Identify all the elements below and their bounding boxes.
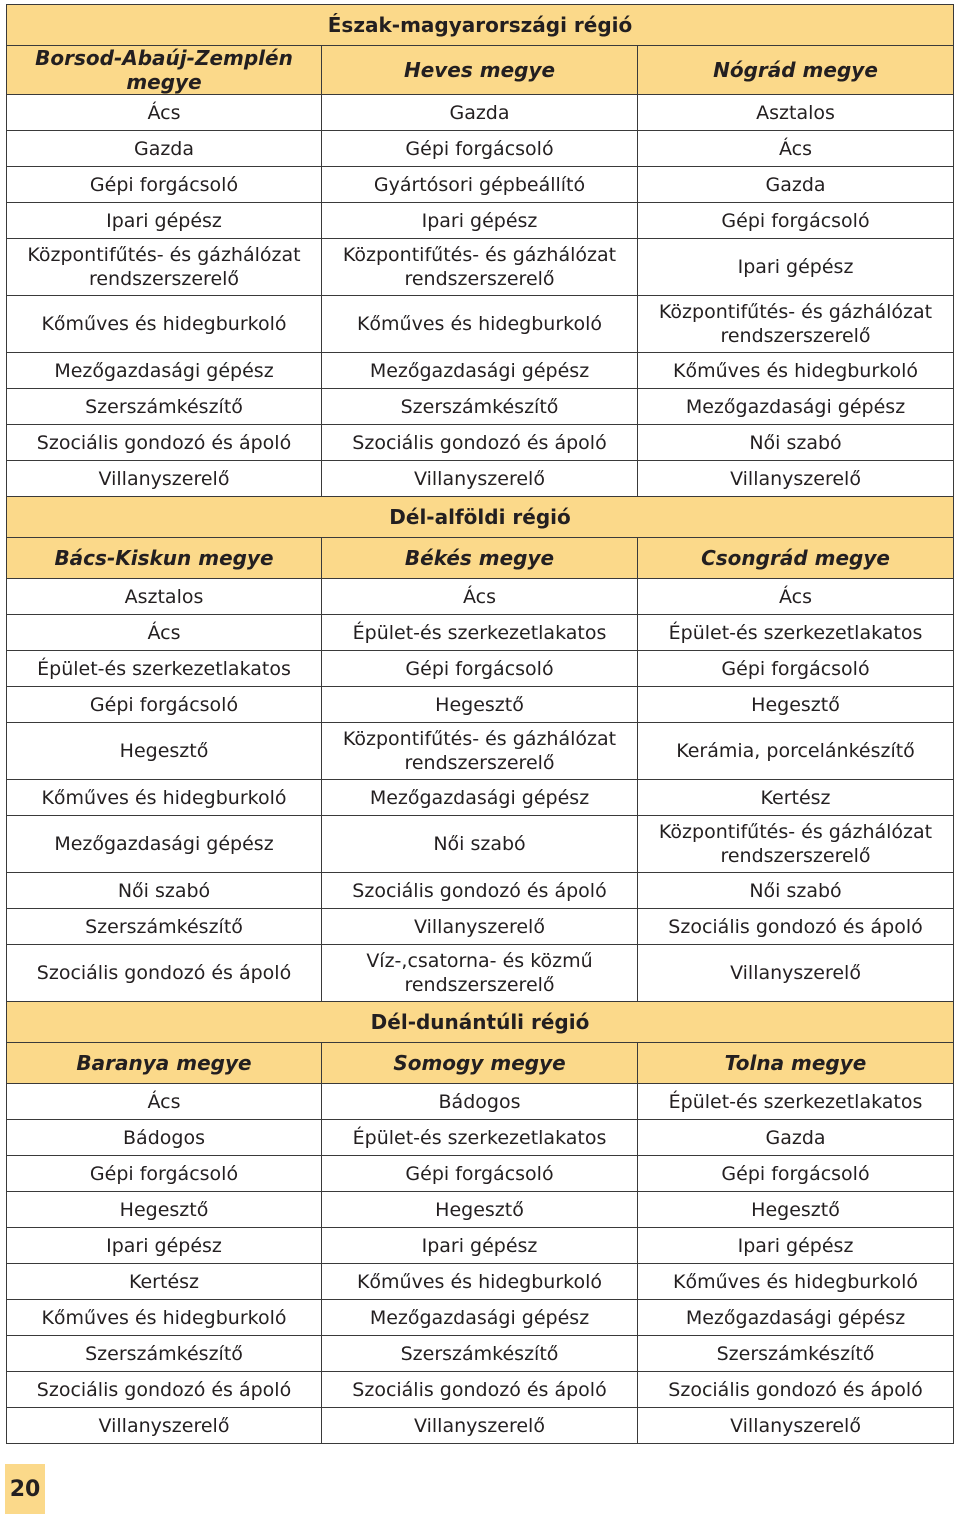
occupation-cell: Gyártósori gépbeállító	[322, 167, 638, 203]
table-row	[7, 723, 954, 780]
table-row	[7, 909, 954, 945]
table-row	[7, 1300, 954, 1336]
occupation-cell: Villanyszerelő	[7, 461, 322, 497]
county-header: Bács-Kiskun megye	[7, 538, 322, 579]
occupation-cell: Víz-,csatorna- és közmű rendszerszerelő	[322, 945, 638, 1002]
occupation-cell: Gépi forgácsoló	[638, 203, 954, 239]
occupation-cell: Ács	[7, 95, 322, 131]
occupation-cell: Gépi forgácsoló	[322, 1156, 638, 1192]
occupation-cell: Kőműves és hidegburkoló	[638, 1264, 954, 1300]
occupation-cell: Kőműves és hidegburkoló	[322, 1264, 638, 1300]
county-header: Tolna megye	[638, 1043, 954, 1084]
table-row	[7, 687, 954, 723]
table-row	[7, 651, 954, 687]
table-row	[7, 1192, 954, 1228]
occupation-cell: Kőműves és hidegburkoló	[638, 353, 954, 389]
table-row	[7, 873, 954, 909]
occupation-cell: Bádogos	[7, 1120, 322, 1156]
occupation-cell: Ács	[7, 1084, 322, 1120]
region-header-row	[7, 5, 954, 46]
table-row	[7, 296, 954, 353]
occupation-cell: Hegesztő	[638, 687, 954, 723]
occupation-cell: Ipari gépész	[7, 203, 322, 239]
occupation-cell: Gépi forgácsoló	[7, 687, 322, 723]
table-row	[7, 1084, 954, 1120]
occupation-cell: Villanyszerelő	[638, 1408, 954, 1444]
county-header-row	[7, 538, 954, 579]
region-header-row	[7, 1002, 954, 1043]
occupation-cell: Ács	[7, 615, 322, 651]
occupation-cell: Ács	[638, 131, 954, 167]
occupation-cell: Szociális gondozó és ápoló	[638, 1372, 954, 1408]
occupation-cell: Hegesztő	[7, 723, 322, 780]
county-header: Borsod-Abaúj-Zemplén megye	[7, 46, 322, 95]
table-row	[7, 615, 954, 651]
occupation-cell: Villanyszerelő	[638, 461, 954, 497]
occupation-cell: Mezőgazdasági gépész	[322, 1300, 638, 1336]
occupation-cell: Gépi forgácsoló	[638, 1156, 954, 1192]
occupation-cell: Női szabó	[638, 425, 954, 461]
region-title: Dél-dunántúli régió	[7, 1002, 954, 1043]
county-header: Nógrád megye	[638, 46, 954, 95]
occupation-cell: Ipari gépész	[322, 1228, 638, 1264]
occupation-cell: Szerszámkészítő	[7, 909, 322, 945]
occupations-table	[6, 4, 954, 1444]
occupation-cell: Épület-és szerkezetlakatos	[7, 651, 322, 687]
occupation-cell: Épület-és szerkezetlakatos	[638, 1084, 954, 1120]
occupation-cell: Gépi forgácsoló	[7, 167, 322, 203]
occupation-cell: Hegesztő	[638, 1192, 954, 1228]
county-header: Csongrád megye	[638, 538, 954, 579]
occupation-cell: Mezőgazdasági gépész	[7, 353, 322, 389]
occupation-cell: Épület-és szerkezetlakatos	[638, 615, 954, 651]
occupation-cell: Mezőgazdasági gépész	[638, 389, 954, 425]
occupation-cell: Gépi forgácsoló	[322, 131, 638, 167]
table-row	[7, 167, 954, 203]
occupation-cell: Gépi forgácsoló	[322, 651, 638, 687]
occupation-cell: Ács	[638, 579, 954, 615]
occupation-cell: Épület-és szerkezetlakatos	[322, 615, 638, 651]
region-title: Észak-magyarországi régió	[7, 5, 954, 46]
occupation-cell: Női szabó	[322, 816, 638, 873]
occupation-cell: Gazda	[7, 131, 322, 167]
occupation-cell: Mezőgazdasági gépész	[322, 353, 638, 389]
occupation-cell: Kertész	[638, 780, 954, 816]
occupation-cell: Szociális gondozó és ápoló	[322, 873, 638, 909]
occupation-cell: Villanyszerelő	[7, 1408, 322, 1444]
occupation-cell: Kőműves és hidegburkoló	[7, 780, 322, 816]
occupation-cell: Központifűtés- és gázhálózat rendszerszerelő	[322, 239, 638, 296]
occupation-cell: Hegesztő	[322, 687, 638, 723]
occupation-cell: Villanyszerelő	[322, 461, 638, 497]
occupations-table-body	[7, 5, 954, 1444]
table-row	[7, 1120, 954, 1156]
table-row	[7, 816, 954, 873]
occupation-cell: Gazda	[322, 95, 638, 131]
occupation-cell: Mezőgazdasági gépész	[638, 1300, 954, 1336]
occupation-cell: Kőműves és hidegburkoló	[322, 296, 638, 353]
occupation-cell: Gazda	[638, 167, 954, 203]
occupation-cell: Központifűtés- és gázhálózat rendszerszerelő	[7, 239, 322, 296]
occupation-cell: Szociális gondozó és ápoló	[322, 1372, 638, 1408]
occupation-cell: Központifűtés- és gázhálózat rendszerszerelő	[322, 723, 638, 780]
county-header: Somogy megye	[322, 1043, 638, 1084]
occupation-cell: Női szabó	[7, 873, 322, 909]
occupation-cell: Villanyszerelő	[638, 945, 954, 1002]
table-row	[7, 1264, 954, 1300]
table-row	[7, 425, 954, 461]
county-header: Békés megye	[322, 538, 638, 579]
table-row	[7, 461, 954, 497]
occupation-cell: Ács	[322, 579, 638, 615]
table-row	[7, 239, 954, 296]
occupation-cell: Kőműves és hidegburkoló	[7, 1300, 322, 1336]
table-row	[7, 1228, 954, 1264]
occupation-cell: Szociális gondozó és ápoló	[7, 945, 322, 1002]
table-row	[7, 389, 954, 425]
occupation-cell: Szociális gondozó és ápoló	[7, 425, 322, 461]
occupation-cell: Szociális gondozó és ápoló	[7, 1372, 322, 1408]
occupation-cell: Asztalos	[638, 95, 954, 131]
table-row	[7, 131, 954, 167]
occupation-cell: Szerszámkészítő	[322, 1336, 638, 1372]
occupation-cell: Épület-és szerkezetlakatos	[322, 1120, 638, 1156]
occupation-cell: Asztalos	[7, 579, 322, 615]
occupation-cell: Villanyszerelő	[322, 909, 638, 945]
table-row	[7, 203, 954, 239]
occupation-cell: Ipari gépész	[638, 1228, 954, 1264]
table-row	[7, 579, 954, 615]
occupation-cell: Gazda	[638, 1120, 954, 1156]
occupation-cell: Bádogos	[322, 1084, 638, 1120]
page-number: 20	[5, 1464, 45, 1514]
table-row	[7, 1156, 954, 1192]
occupation-cell: Szerszámkészítő	[7, 389, 322, 425]
table-row	[7, 945, 954, 1002]
occupation-cell: Szociális gondozó és ápoló	[638, 909, 954, 945]
county-header-row	[7, 46, 954, 95]
occupation-cell: Villanyszerelő	[322, 1408, 638, 1444]
occupation-cell: Gépi forgácsoló	[638, 651, 954, 687]
county-header: Heves megye	[322, 46, 638, 95]
occupation-cell: Kerámia, porcelánkészítő	[638, 723, 954, 780]
occupations-table-sheet	[6, 4, 953, 1444]
occupation-cell: Mezőgazdasági gépész	[7, 816, 322, 873]
occupation-cell: Gépi forgácsoló	[7, 1156, 322, 1192]
table-row	[7, 353, 954, 389]
occupation-cell: Kőműves és hidegburkoló	[7, 296, 322, 353]
table-row	[7, 1372, 954, 1408]
occupation-cell: Kertész	[7, 1264, 322, 1300]
occupation-cell: Szerszámkészítő	[7, 1336, 322, 1372]
occupation-cell: Hegesztő	[7, 1192, 322, 1228]
table-row	[7, 1336, 954, 1372]
region-title: Dél-alföldi régió	[7, 497, 954, 538]
table-row	[7, 95, 954, 131]
occupation-cell: Ipari gépész	[7, 1228, 322, 1264]
occupation-cell: Központifűtés- és gázhálózat rendszerszerelő	[638, 296, 954, 353]
occupation-cell: Szerszámkészítő	[322, 389, 638, 425]
occupation-cell: Női szabó	[638, 873, 954, 909]
occupation-cell: Ipari gépész	[638, 239, 954, 296]
occupation-cell: Központifűtés- és gázhálózat rendszerszerelő	[638, 816, 954, 873]
table-row	[7, 1408, 954, 1444]
occupation-cell: Hegesztő	[322, 1192, 638, 1228]
table-row	[7, 780, 954, 816]
occupation-cell: Ipari gépész	[322, 203, 638, 239]
county-header-row	[7, 1043, 954, 1084]
occupation-cell: Szerszámkészítő	[638, 1336, 954, 1372]
occupation-cell: Mezőgazdasági gépész	[322, 780, 638, 816]
county-header: Baranya megye	[7, 1043, 322, 1084]
occupation-cell: Szociális gondozó és ápoló	[322, 425, 638, 461]
region-header-row	[7, 497, 954, 538]
